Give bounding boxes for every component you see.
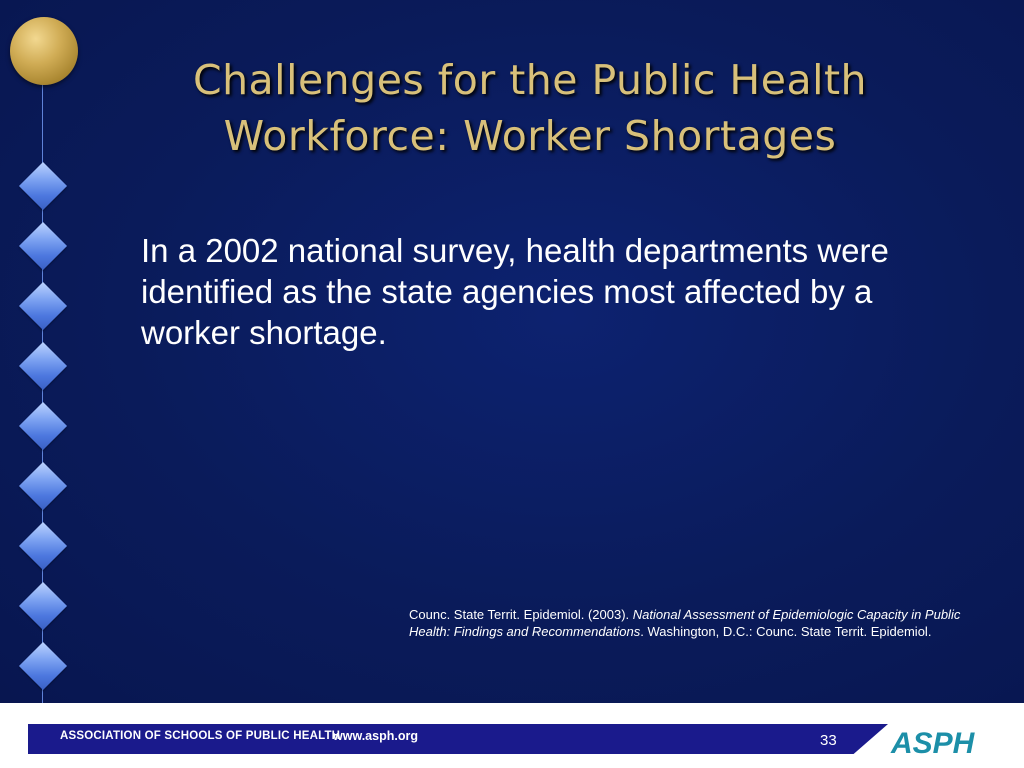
website-link[interactable]: www.asph.org xyxy=(333,729,418,743)
diamond-icon xyxy=(19,522,67,570)
logo-text: ASPH xyxy=(891,727,975,759)
diamond-icon xyxy=(19,582,67,630)
citation-prefix: Counc. State Territ. Epidemiol. (2003). xyxy=(409,607,633,622)
citation-title: National Assessment of Epidemiologic Capacity in Public Health: Findings and Recommendations xyxy=(409,607,961,639)
slide-title xyxy=(120,52,940,164)
citation xyxy=(409,606,969,640)
body-paragraph: In a 2002 national survey, health departments were identified as the state agencies most affected by a worker shortage. xyxy=(141,232,889,351)
title-line-1: Challenges for the Public Health xyxy=(192,56,868,104)
diamond-icon xyxy=(19,642,67,690)
diamond-icon xyxy=(19,342,67,390)
org-name: ASSOCIATION OF SCHOOLS OF PUBLIC HEALTH xyxy=(60,730,341,742)
footer xyxy=(0,703,1024,768)
diamond-icon xyxy=(19,462,67,510)
diamond-icon xyxy=(19,282,67,330)
citation-suffix: . Washington, D.C.: Counc. State Territ. Epidemiol. xyxy=(640,624,932,639)
diamond-icon xyxy=(19,402,67,450)
gold-ball-decoration xyxy=(10,17,78,85)
asph-logo xyxy=(885,719,1000,759)
diamond-icon xyxy=(19,162,67,210)
title-line-2: Workforce: Worker Shortages xyxy=(223,112,837,160)
diamond-icon xyxy=(19,222,67,270)
page-number: 33 xyxy=(820,732,837,749)
